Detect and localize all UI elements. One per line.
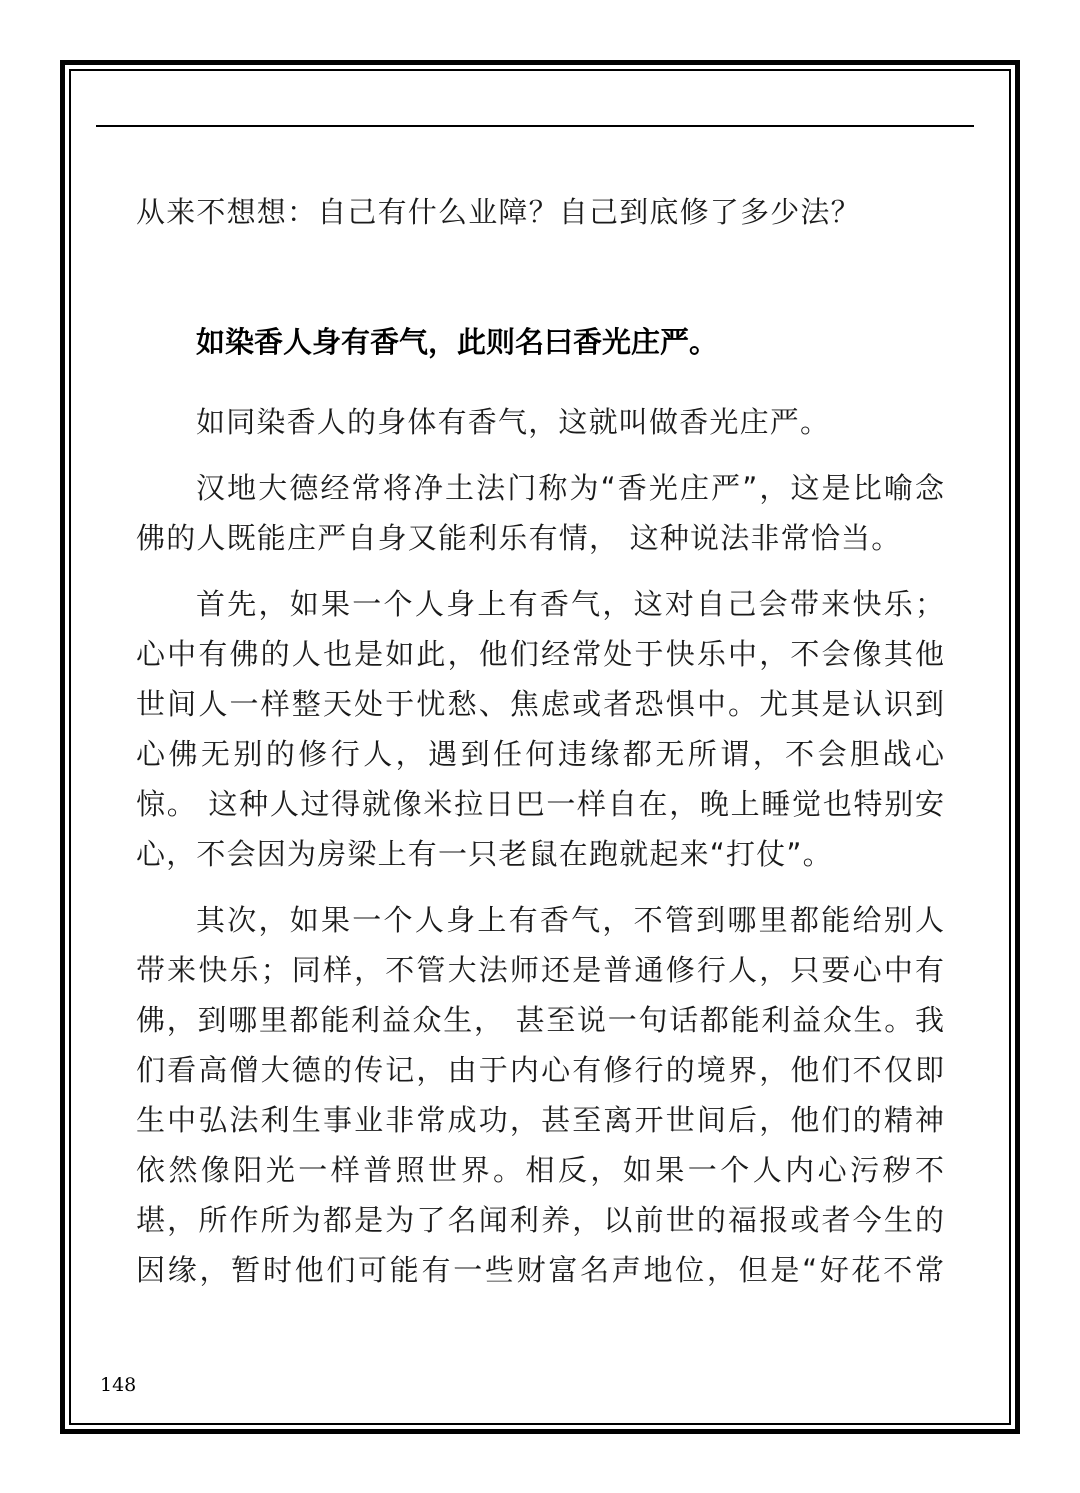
paragraph-line: 如同染香人的身体有香气，这就叫做香光庄严。 [196,405,831,439]
paragraph-line: 依然像阳光一样普照世界。相反，如果一个人内心污秽不 [136,1153,944,1187]
paragraph-line: 佛的人既能庄严自身又能利乐有情， 这种说法非常恰当。 [136,521,902,555]
header-rule [96,125,974,127]
page-number: 148 [100,1374,137,1396]
paragraph-line: 心佛无别的修行人，遇到任何违缘都无所谓，不会胆战心 [136,737,944,771]
paragraph-line: 带来快乐；同样，不管大法师还是普通修行人，只要心中有 [136,953,944,987]
paragraph-line: 世间人一样整天处于忧愁、焦虑或者恐惧中。尤其是认识到 [136,687,944,721]
paragraph-line: 堪，所作所为都是为了名闻利养，以前世的福报或者今生的 [136,1203,944,1237]
intro-line: 从来不想想：自己有什么业障？自己到底修了多少法？ [136,195,861,229]
paragraph-line: 们看高僧大德的传记，由于内心有修行的境界，他们不仅即 [136,1053,944,1087]
paragraph-line: 心中有佛的人也是如此，他们经常处于快乐中，不会像其他 [136,637,944,671]
paragraph-line: 其次，如果一个人身上有香气，不管到哪里都能给别人 [196,903,944,937]
paragraph-line: 惊。 这种人过得就像米拉日巴一样自在，晚上睡觉也特别安 [136,787,944,821]
section-heading: 如染香人身有香气，此则名曰香光庄严。 [196,325,719,359]
paragraph-line: 心，不会因为房梁上有一只老鼠在跑就起来“打仗”。 [136,837,833,871]
paragraph-line: 汉地大德经常将净土法门称为“香光庄严”，这是比喻念 [196,471,944,505]
paragraph-line: 生中弘法利生事业非常成功，甚至离开世间后，他们的精神 [136,1103,944,1137]
paragraph-line: 因缘，暂时他们可能有一些财富名声地位，但是“好花不常 [136,1253,944,1287]
paragraph-line: 首先，如果一个人身上有香气，这对自己会带来快乐； [196,587,944,621]
paragraph-line: 佛，到哪里都能利益众生， 甚至说一句话都能利益众生。我 [136,1003,944,1037]
